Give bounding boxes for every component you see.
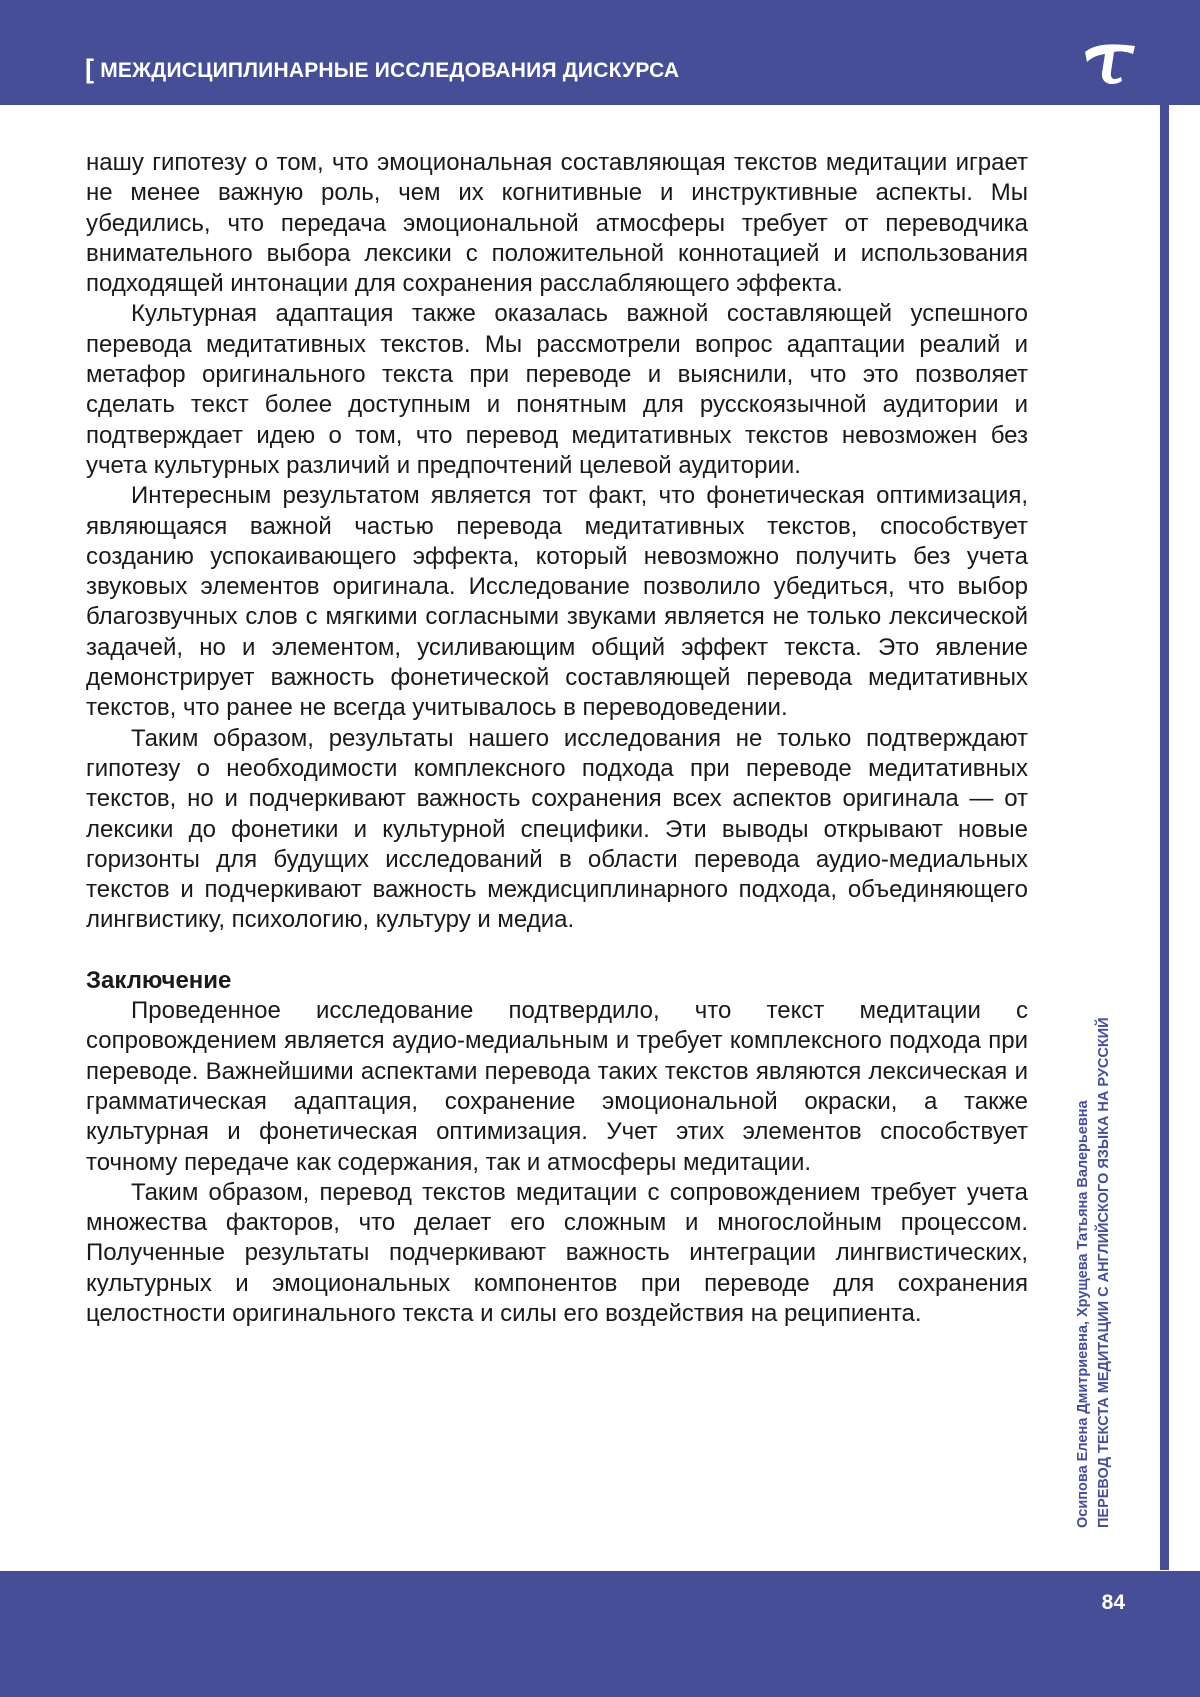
conclusion-paragraph: Проведенное исследование подтвердило, что текст медитации с сопровождением является аудио-медиальным и требует комплексного подхода при переводе. Важнейшими аспектами перевода таких текстов являются лексическая и грамматическая адаптация, сохранение эмоциональной окраски, а также культурная и фонетическая оптимизация. Учет этих элементов способствует точному передаче как содержания, так и атмосферы медитации. [86,997,1028,1176]
footer-bar [0,1571,1200,1697]
page-number: 84 [1101,1591,1125,1614]
header-bracket: [ [85,54,95,84]
body-paragraph: Интересным результатом является тот факт, что фонетическая оптимизация, являющаяся важной частью перевода медитативных текстов, способствует созданию успокаивающего эффекта, который невозможно получить без учета звуковых элементов оригинала. Исследование позволило убедиться, что выбор благозвучных слов с мягкими согласными звуками является не только лексической задачей, но и элементом, усиливающим общий эффект текста. Это явление демонстрирует важность фонетической составляющей перевода медитативных текстов, что ранее не всегда учитывалось в переводоведении. [86,482,1028,722]
article-body [86,148,1028,1329]
tau-logo-icon [1083,42,1137,84]
running-title-vertical [1073,948,1115,1528]
article-authors: Осипова Елена Дмитриевна, Хрущева Татьяна Валерьевна [1075,1100,1091,1528]
article-title: ПЕРЕВОД ТЕКСТА МЕДИТАЦИИ С АНГЛИЙСКОГО ЯЗЫКА НА РУССКИЙ [1096,1017,1112,1528]
body-paragraph: нашу гипотезу о том, что эмоциональная составляющая текстов медитации играет не менее важную роль, чем их когнитивные и инструктивные аспекты. Мы убедились, что передача эмоциональной атмосферы требует от переводчика внимательного выбора лексики с положительной коннотацией и использования подходящей интонации для сохранения расслабляющего эффекта. [86,149,1028,298]
journal-header-bar [0,0,1200,105]
body-paragraph: Таким образом, результаты нашего исследования не только подтверждают гипотезу о необходимости комплексного подхода при переводе медитативных текстов, но и подчеркивают важность сохранения всех аспектов оригинала — от лексики до фонетики и культурной специфики. Эти выводы открывают новые горизонты для будущих исследований в области перевода аудио-медиальных текстов и подчеркивают важность междисциплинарного подхода, объединяющего лингвистику, психологию, культуру и медиа. [86,724,1028,934]
body-paragraph: Культурная адаптация также оказалась важной составляющей успешного перевода медитативных текстов. Мы рассмотрели вопрос адаптации реалий и метафор оригинального текста при переводе и выяснили, что это позволяет сделать текст более доступным и понятным для русскоязычной аудитории и подтверждает идею о том, что перевод медитативных текстов невозможен без учета культурных различий и предпочтений целевой аудитории. [86,300,1028,479]
conclusion-heading: Заключение [86,966,232,994]
conclusion-paragraph: Таким образом, перевод текстов медитации с сопровождением требует учета множества факторов, что делает его сложным и многослойным процессом. Полученные результаты подчеркивают важность интеграции лингвистических, культурных и эмоциональных компонентов при переводе для сохранения целостности оригинального текста и силы его воздействия на реципиента. [86,1178,1028,1327]
header-title-text: МЕЖДИСЦИПЛИНАРНЫЕ ИССЛЕДОВАНИЯ ДИСКУРСА [100,59,680,82]
right-margin-rule [1160,105,1169,1570]
journal-section-title [85,53,679,84]
